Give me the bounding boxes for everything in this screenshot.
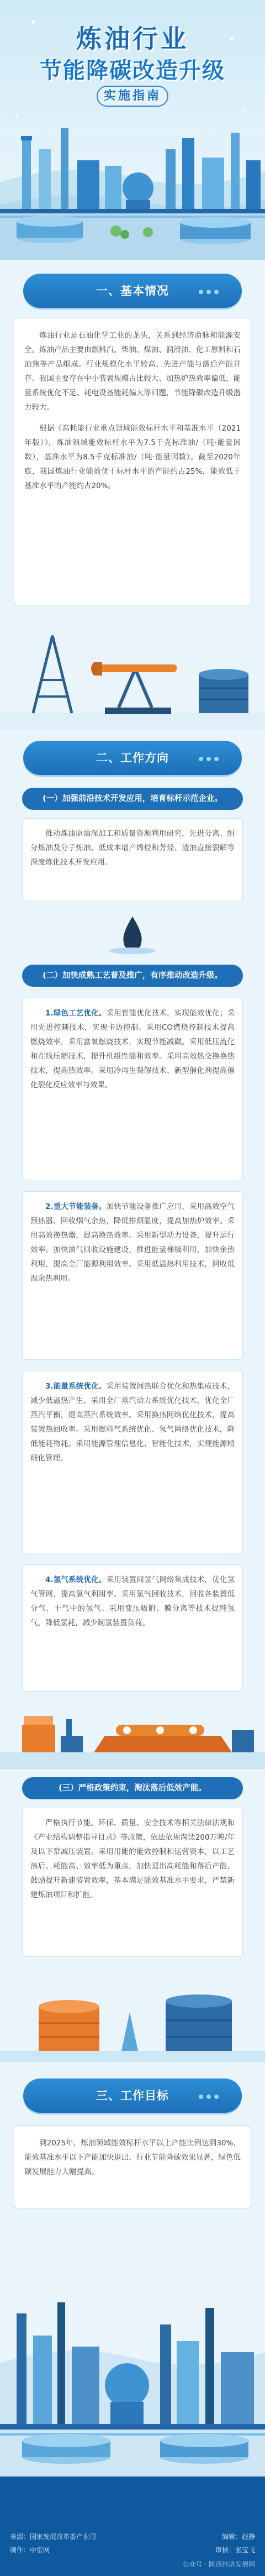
footer-source: 来源：国家发展改革委产业司 (10, 2533, 97, 2541)
storage-tank-illustration (0, 1968, 265, 2062)
direction-sub1-card (22, 818, 243, 901)
goal-card (14, 2125, 251, 2208)
footer-reviewer: 审核：张宝飞 (215, 2546, 255, 2554)
item-lead: 2.重大节能装备。 (45, 1202, 107, 1211)
direction-sub1-text: 推动炼油原油深加工和质量资源利用研究，先进分离、组分炼油及分子炼油、低成本增产烯烃和芳烃、渣油直接裂解等深度炼化技术开发应用。 (30, 829, 235, 867)
footer-watermark: 公众号 · 陕西经济发展网 (182, 2561, 255, 2568)
direction-item-1 (22, 998, 243, 1180)
item-text: 采用装置间氢气网络集成技术，优化氢气管网，提高氢气利用率。采用氢气回收技术，回收各装置低分气、干气中的氢气。采用变压吸附、膜分离等技术提纯氢气，降低氢耗，减少制氢装置负荷。 (30, 1575, 235, 1627)
page-title: 炼油行业 (76, 24, 189, 54)
direction-sub2-label: (二）加快成熟工艺普及推广，有序推动改造升级。 (22, 965, 243, 987)
goal-text: 到2025年，炼油领域能效标杆水平以上产能比例达到30%，能效基准水平以下产能加快退出，行业节能降碳效果显著，绿色低碳发展能力大幅提高。 (24, 2139, 241, 2176)
direction-sub3-label: (三）严格政策约束，淘汰落后低效产能。 (22, 1777, 243, 1799)
direction-sub1-label: (一）加强前沿技术开发应用，培育标杆示范企业。 (22, 788, 243, 810)
footer (0, 2476, 265, 2576)
heading-dots (195, 753, 229, 763)
oil-derrick-illustration (0, 614, 265, 730)
oil-drop-icon (0, 912, 265, 956)
page-title-line2: 节能降碳改造升级 (40, 58, 225, 83)
section-heading-goal: 三、工作目标 (23, 2078, 242, 2113)
section-heading-direction: 二、工作方向 (23, 741, 242, 775)
heading-dots (195, 286, 229, 296)
item-text: 采用智能优化技术，实现能效优化；采用先进控制技术，实现卡边控制。采用CO燃烧控制技术提高燃烧效率，采用富氧燃烧技术，实现节能减碳。采用低压流化和在线压缩技术，提升机组性能和效率。采用高效热交换换热技术，提高热效率。采用冷再生裂解技术、新型催化剂提高催化裂化反应效率与效果。 (30, 1009, 235, 1090)
basic-info-card (14, 318, 251, 605)
direction-item-3 (22, 1371, 243, 1553)
direction-sub3-card (22, 1808, 243, 1957)
tanker-illustration (0, 1703, 265, 1769)
footer-author: 制作：中宏网 (10, 2546, 50, 2554)
item-lead: 1.绿色工艺优化。 (45, 1009, 107, 1018)
direction-item-2 (22, 1191, 243, 1360)
header-banner (0, 0, 265, 260)
page-subtitle-badge: 实施指南 (97, 86, 168, 107)
refinery-skyline-illustration (0, 2219, 265, 2476)
direction-item-4 (22, 1564, 243, 1692)
section-heading-basic: 一、基本情况 (23, 274, 242, 308)
direction-sub3-text: 严格执行节能、环保、质量、安全技术等相关法律法规和《产业结构调整指导目录》等政策，依法依规淘汰200万吨/年及以下常减压装置。采用用能的能效控制和运营资本，以工艺落后、耗能高、效率低为重点，加快退出高耗能和落后产能，鼓励提升新建装置效率，基本满足能效基准水平要求，严禁新建炼油项目和扩能。 (30, 1819, 235, 1899)
item-lead: 3.能量系统优化。 (45, 1382, 107, 1391)
item-text: 加快节能设备推广应用，采用高效空气预热器、回收烟气余热，降低排烟温度，提高加热炉效率。采用高效换热器，提高换热效率。采用新型动力设备，提升运行效率。加快油气回收设施建设，推进能量梯级利用，加快余热利用，提高全厂能源利用效率。采用低温热利用技术，回收低温余热利用。 (30, 1202, 235, 1283)
heading-dots (195, 2091, 229, 2101)
footer-editor: 编辑：赵静 (221, 2533, 255, 2541)
basic-paragraph-2: 根据《高耗能行业重点领域能效标杆水平和基准水平（2021年版）》，炼油领域能效标杆水平为7.5千克标准油/（吨·能量因数），基准水平为8.5千克标准油/（吨·能量因数）。截至2020年底，我国炼油行业能效优于标杆水平的产能约占25%，能效低于基准水平的产能约占20%。 (24, 424, 241, 490)
item-text: 采用装置间热联合优化和热集成技术，减少低温热产生。采用全厂蒸汽动力系统优化技术，优化全厂蒸汽平衡，提高蒸汽系统效率。采用换热网络优化技术，提高装置热回收率。采用燃料气系统优化、氢气网络优化技术，降低能耗物耗。采用能源管理信息化、智能化技术，实现能源精细化管理。 (30, 1382, 235, 1463)
basic-paragraph-1: 炼油行业是石油化学工业的龙头，关系到经济命脉和能源安全。炼油产品主要由燃料汽、柴油、煤油、润滑油、化工原料和石油焦等产品组成。行业规模化水平较高，先进产能与落后产能并存。我国主要存在中小装置规模占比较大、加热炉热效率偏低、能量系统优化不足、耗电设备能耗偏大等问题，节能降碳改造升级潜力较大。 (24, 331, 241, 412)
item-lead: 4.氢气系统优化。 (45, 1575, 107, 1584)
